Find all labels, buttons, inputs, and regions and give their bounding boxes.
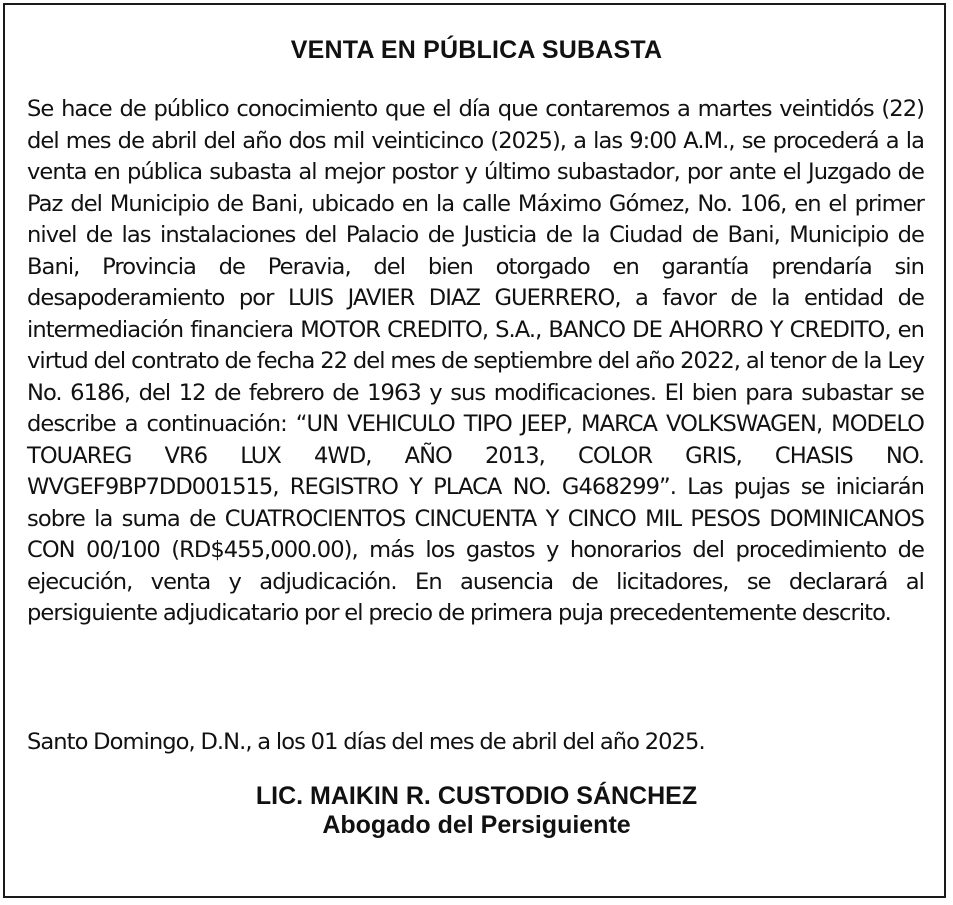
signer-name: LIC. MAIKIN R. CUSTODIO SÁNCHEZ [255, 782, 698, 810]
notice-body: Se hace de público conocimiento que el día que contaremos a martes veintidós (22) del mes de abril del año dos mil veinticinco (2025), a las 9:00 A.M., se procederá a la venta en pública subasta al mejor postor y último subastador, por ante el Juzgado de Paz del Municipio de Bani, ubicado en la calle Máximo Gómez, No. 106, en el primer nivel de las instalaciones del Palacio de Justicia de la Ciudad de Bani, Municipio de Bani, Provincia de Peravia, del bien otorgado en garantía prendaría sin desapoderamiento por LUIS JAVIER DIAZ GUERRERO, a favor de la entidad de intermediación financiera MOTOR CREDITO, S.A., BANCO DE AHORRO Y CREDITO, en virtud del contrato de fecha 22 del mes de septiembre del año 2022, al tenor de la Ley No. 6186, del 12 de febrero de 1963 y sus modificaciones. El bien para subastar se describe a continuación: “UN VEHICULO TIPO JEEP, MARCA VOLKSWAGEN, MODELO TOUAREG VR6 LUX 4WD, AÑO 2013, COLOR GRIS, CHASIS NO. WVGEF9BP7DD001515, REGISTRO Y PLACA NO. G468299”. Las pujas se iniciarán sobre la suma de CUATROCIENTOS CINCUENTA Y CINCO MIL PESOS DOMINICANOS CON 00/100 (RD$455,000.00), más los gastos y honorarios del procedimiento de ejecución, venta y adjudicación. En ausencia de licitadores, se declarará al persiguiente adjudicatario por el precio de primera puja precedentemente descrito. [27, 96, 924, 626]
place-date: Santo Domingo, D.N., a los 01 días del mes de abril del año 2025. [27, 729, 705, 755]
notice-title: VENTA EN PÚBLICA SUBASTA [290, 36, 663, 64]
signer-role: Abogado del Persiguiente [322, 811, 631, 839]
